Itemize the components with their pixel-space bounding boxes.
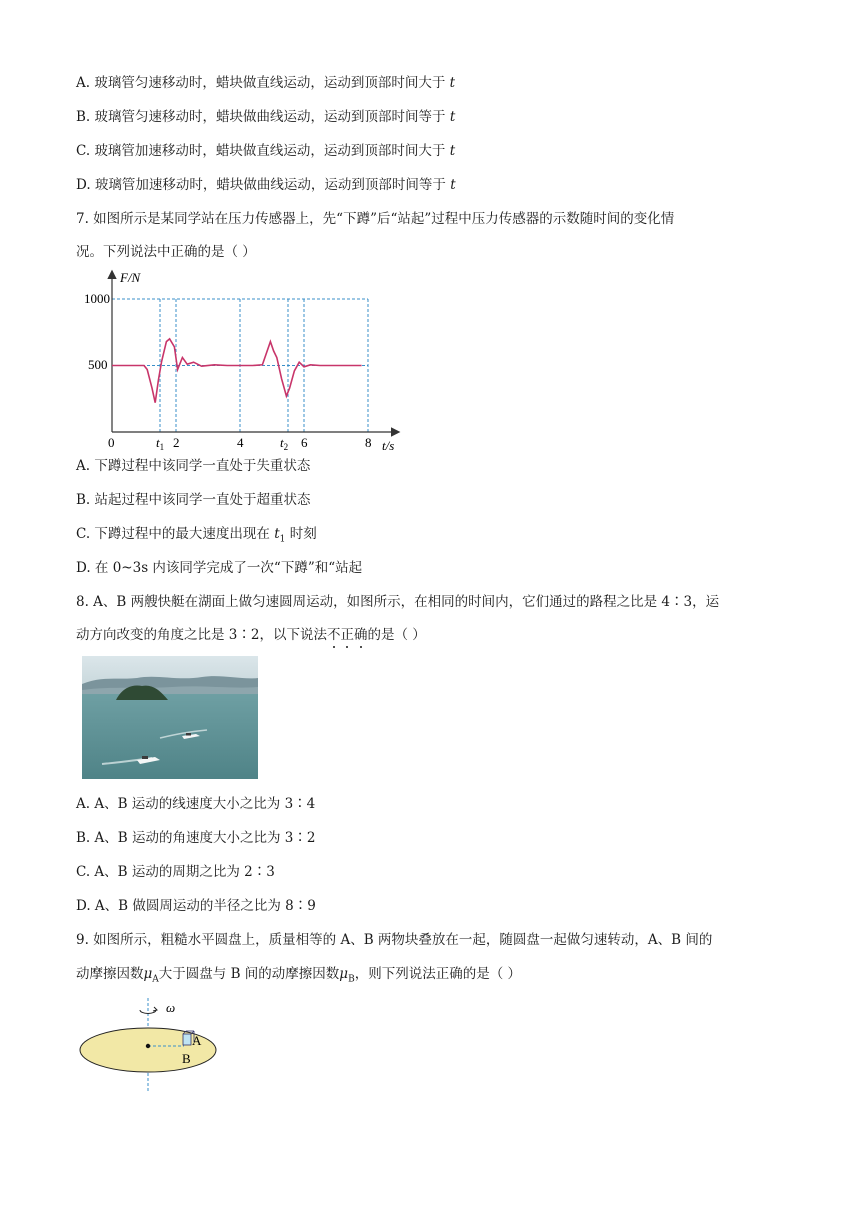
x-tick-t2: $t_2$ [280,435,289,452]
force-time-chart [80,266,410,452]
series-line [112,339,362,403]
q6-option-c: C. 玻璃管加速移动时，蜡块做直线运动，运动到顶部时间大于 t [76,143,456,159]
y-tick-1000: 1000 [84,291,110,306]
label-b: B [182,1051,191,1066]
x-tick-8: 8 [365,435,372,450]
rotating-disk-diagram [76,996,226,1096]
q8-option-c: C. A、B 运动的周期之比为 2∶3 [76,864,275,880]
q8-stem-line-2: 动方向改变的角度之比是 3∶2，以下说法不正确的是（ ） [76,627,426,643]
q6-option-d: D. 玻璃管加速移动时，蜡块做曲线运动，运动到顶部时间等于 t [76,177,456,193]
emphasis-char-2: 确 [353,627,368,643]
y-axis-label: F/N [120,270,141,285]
q8-option-a: A. A、B 运动的线速度大小之比为 3∶4 [76,796,316,812]
q9-stem-line-1: 9. 如图所示，粗糙水平圆盘上，质量相等的 A、B 两物块叠放在一起，随圆盘一起做匀速转动，A、B 间的 [76,932,713,948]
x-axis-label: t/s [382,438,395,452]
q8-option-d: D. A、B 做圆周运动的半径之比为 8∶9 [76,898,316,914]
emphasis-char-0: 不 [326,627,341,643]
x-tick-2: 2 [173,435,180,450]
q6-option-a: A. 玻璃管匀速移动时，蜡块做直线运动，运动到顶部时间大于 t [76,75,456,91]
q7-stem-line-2: 况。下列说法中正确的是（ ） [76,244,256,260]
q8-option-b: B. A、B 运动的角速度大小之比为 3∶2 [76,830,316,846]
q7-option-d: D. 在 0~3s 内该同学完成了一次“下蹲”和“站起 [76,560,363,576]
q7-stem-line-1: 7. 如图所示是某同学站在压力传感器上，先“下蹲”后“站起”过程中压力传感器的示数随时间的变化情 [76,211,675,227]
block-a [183,1034,191,1045]
y-tick-500: 500 [88,357,108,372]
q7-option-c: C. 下蹲过程中的最大速度出现在 $t_1$ 时刻 [76,526,317,545]
label-a: A [192,1033,202,1048]
x-tick-0: 0 [108,435,115,450]
q7-option-b: B. 站起过程中该同学一直处于超重状态 [76,492,311,508]
x-tick-4: 4 [237,435,244,450]
speedboats-photo [82,656,258,779]
q9-stem-line-2: 动摩擦因数$\mu_A$大于圆盘与 B 间的动摩擦因数$\mu_B$，则下列说法正确的是（ ） [76,966,521,985]
x-tick-6: 6 [301,435,308,450]
q6-option-b: B. 玻璃管匀速移动时，蜡块做曲线运动，运动到顶部时间等于 t [76,109,456,125]
x-tick-t1: $t_1$ [156,435,165,452]
q8-stem-line-1: 8. A、B 两艘快艇在湖面上做匀速圆周运动，如图所示，在相同的时间内，它们通过的路程之比是 4∶3，运 [76,594,720,610]
q7-option-a: A. 下蹲过程中该同学一直处于失重状态 [76,458,311,474]
emphasis-not-correct [327,627,368,643]
omega-label: ω [166,1000,176,1015]
emphasis-char-1: 正 [340,627,354,643]
